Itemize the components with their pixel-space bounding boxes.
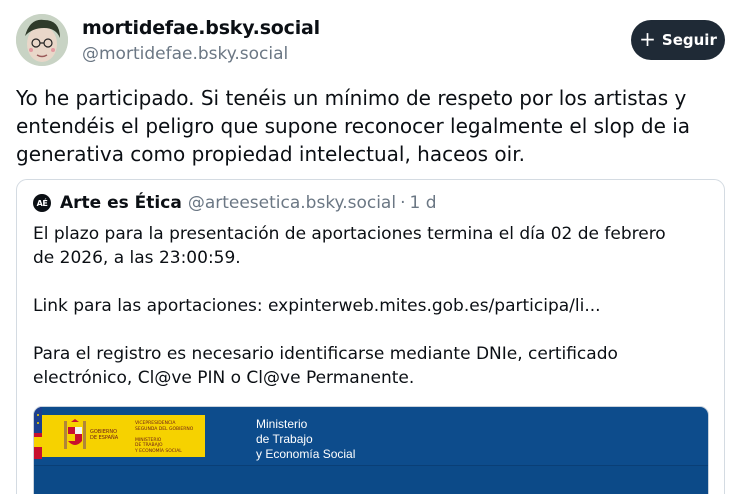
ministry-title: Ministerio de Trabajo y Economía Social	[256, 417, 356, 461]
author-info	[82, 16, 320, 66]
post-header	[16, 14, 725, 70]
government-logo	[42, 415, 205, 457]
quoted-post-header	[33, 193, 437, 213]
quoted-author-handle[interactable]: @arteesetica.bsky.social	[187, 193, 397, 213]
quoted-author-avatar[interactable]: AÉ	[33, 194, 51, 212]
author-avatar[interactable]	[16, 14, 68, 66]
follow-button-label: Seguir	[661, 31, 717, 49]
coat-of-arms-icon	[62, 419, 88, 453]
eu-flag-strip	[34, 407, 42, 459]
follow-button[interactable]	[631, 20, 725, 60]
vice-text: VICEPRESIDENCIA SEGUNDA DEL GOBIERNO MINISTERIO DE TRABAJO Y ECONOMÍA SOCIAL	[135, 421, 194, 454]
separator-dot: ·	[400, 193, 406, 213]
author-handle[interactable]: @mortidefae.bsky.social	[82, 44, 289, 64]
gov-text: GOBIERNO DE ESPAÑA	[90, 429, 119, 441]
post-text: Yo he participado. Si tenéis un mínimo de respeto por los artistas y entendéis el peligro que supone reconocer legalmente el slop de ia generativa como propiedad intelectual, haceos oir.	[16, 86, 691, 166]
plus-icon: +	[639, 27, 656, 51]
quoted-post-time[interactable]: 1 d	[409, 193, 437, 213]
link-card-image[interactable]	[33, 406, 709, 494]
quoted-post-text: El plazo para la presentación de aportaciones termina el día 02 de febrero de 2026, a las 23:00:59. Link para las aportaciones: expinterweb.mites.gob.es/participa/li... Para el registro es necesario identificarse mediante DNIe, certificado electrónico, Cl@ve PIN o Cl@ve Permanente.	[33, 224, 666, 388]
author-display-name[interactable]: mortidefae.bsky.social	[82, 17, 320, 39]
quoted-author-name[interactable]: Arte es Ética	[60, 193, 182, 213]
embed-image-lower	[34, 465, 708, 494]
quoted-post[interactable]	[16, 179, 725, 494]
